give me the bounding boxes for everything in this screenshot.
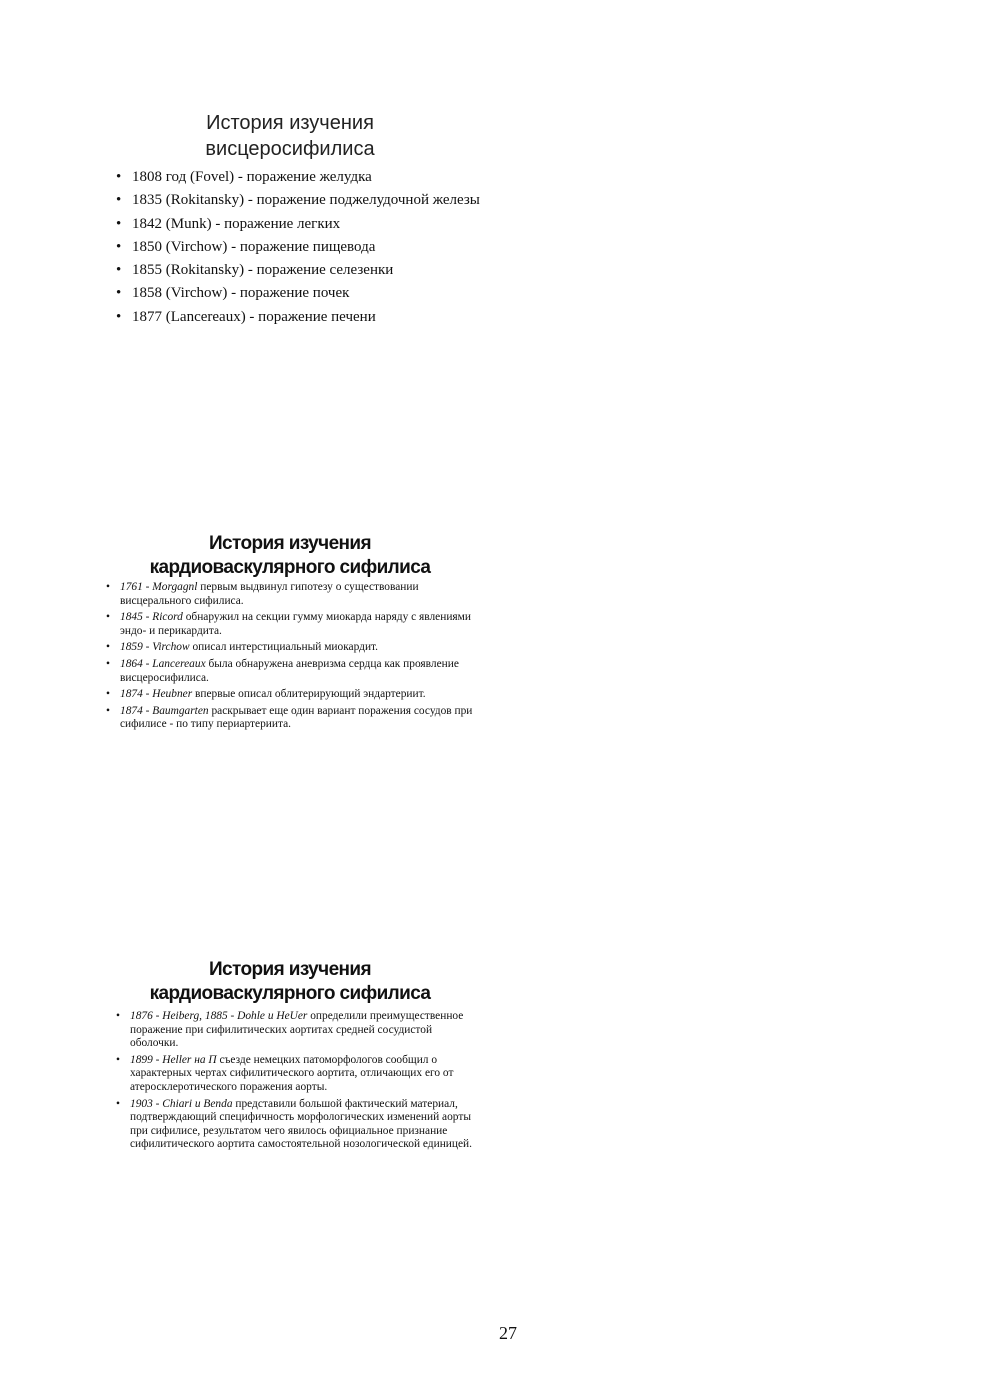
slide-cardiovascular-syphilis-1 — [0, 532, 994, 762]
item-lead: 1874 - Heubner — [120, 688, 193, 701]
item-text: впервые описал облитерирующий эндартериит. — [192, 688, 426, 701]
title-line: висцеросифилиса — [205, 138, 375, 160]
item-text: первым выдвинул гипотезу о существовании висцерального сифилиса. — [120, 581, 419, 607]
list-item — [116, 238, 496, 257]
slide-cardiovascular-syphilis-2 — [0, 958, 994, 1208]
item-lead: 1761 - Morgagnl — [120, 581, 198, 593]
list-item — [116, 168, 496, 187]
item-text: 1855 (Rokitansky) - поражение селезенки — [132, 262, 394, 279]
list-item — [116, 1054, 476, 1095]
title-line: кардиоваскулярного сифилиса — [149, 557, 431, 578]
item-text: обнаружил на секции гумму миокарда наряду с явлениями эндо- и перикардита. — [120, 611, 471, 637]
bullet-icon: • — [106, 611, 110, 624]
title-line: История изучения — [209, 533, 371, 554]
bullet-icon: • — [116, 1053, 120, 1066]
item-text: представили большой фактический материал, подтверждающий специфичность морфологических изменений аорты при сифилисе, результатом чего явилось официальное признание сифилитического аортита самостоятельной нозологической единицей. — [130, 1097, 472, 1151]
item-lead: 1845 - Ricord — [120, 611, 183, 624]
bullet-icon: • — [116, 1010, 120, 1022]
bullet-icon: • — [116, 192, 122, 209]
list-item — [116, 215, 496, 234]
list-item — [106, 658, 486, 685]
list-item — [116, 308, 496, 327]
list-item — [106, 611, 486, 638]
title-line: История изучения — [209, 959, 371, 980]
item-text: 1858 (Virchow) - поражение почек — [132, 285, 350, 302]
slide-visceral-syphilis — [0, 110, 994, 350]
title-line: История изучения — [206, 112, 374, 134]
item-text: описал интерстициальный миокардит. — [189, 641, 379, 654]
bullet-list — [106, 581, 486, 735]
bullet-icon: • — [106, 581, 110, 593]
list-item — [116, 1010, 476, 1051]
bullet-icon: • — [116, 1097, 120, 1110]
bullet-icon: • — [106, 704, 110, 717]
item-text: раскрывает еще один вариант поражения сосудов при сифилисе - по типу периартериита. — [120, 704, 473, 731]
bullet-icon: • — [116, 285, 122, 302]
bullet-icon: • — [116, 169, 122, 185]
bullet-icon: • — [106, 658, 110, 671]
slide-title — [90, 532, 490, 580]
bullet-icon: • — [116, 238, 122, 255]
item-lead: 1874 - Baumgarten — [120, 704, 209, 717]
bullet-icon: • — [106, 641, 110, 654]
list-item — [116, 284, 496, 303]
item-text: съезде немецких патоморфологов сообщил о характерных чертах сифилитического аортита, отличающих его от атеросклеротического поражения аорты. — [130, 1053, 454, 1093]
slide-title — [90, 110, 490, 162]
slide-title — [90, 958, 490, 1006]
list-item — [106, 641, 486, 655]
item-lead: 1876 - Heiberg, 1885 - Dohle и HeUer — [130, 1010, 308, 1022]
list-item — [116, 261, 496, 280]
item-lead: 1864 - Lancereaux — [120, 658, 206, 671]
bullet-list — [116, 1010, 476, 1155]
item-text: 1850 (Virchow) - поражение пищевода — [132, 238, 376, 255]
list-item — [106, 581, 486, 608]
item-text: 1835 (Rokitansky) - поражение поджелудочной железы — [132, 192, 480, 209]
item-text: 1842 (Munk) - поражение легких — [132, 215, 341, 232]
item-lead: 1903 - Chiari и Benda — [130, 1097, 233, 1110]
bullet-icon: • — [116, 262, 122, 279]
bullet-icon: • — [116, 215, 122, 232]
list-item — [106, 705, 486, 732]
item-text: 1877 (Lancereaux) - поражение печени — [132, 308, 376, 325]
title-line: кардиоваскулярного сифилиса — [149, 983, 431, 1004]
page-number: 27 — [499, 1323, 517, 1343]
item-text: была обнаружена аневризма сердца как проявление висцеросифилиса. — [120, 658, 459, 684]
bullet-icon: • — [106, 688, 110, 701]
list-item — [116, 191, 496, 210]
bullet-list — [116, 168, 496, 331]
list-item — [116, 1098, 476, 1152]
bullet-icon: • — [116, 308, 122, 325]
item-text: определили преимущественное поражение при сифилитических аортитах средней сосудистой оболочки. — [130, 1010, 464, 1050]
item-text: 1808 год (Fovel) - поражение желудка — [132, 169, 372, 185]
item-lead: 1899 - Heller на П — [130, 1053, 217, 1066]
list-item — [106, 688, 486, 702]
item-lead: 1859 - Virchow — [120, 641, 190, 654]
